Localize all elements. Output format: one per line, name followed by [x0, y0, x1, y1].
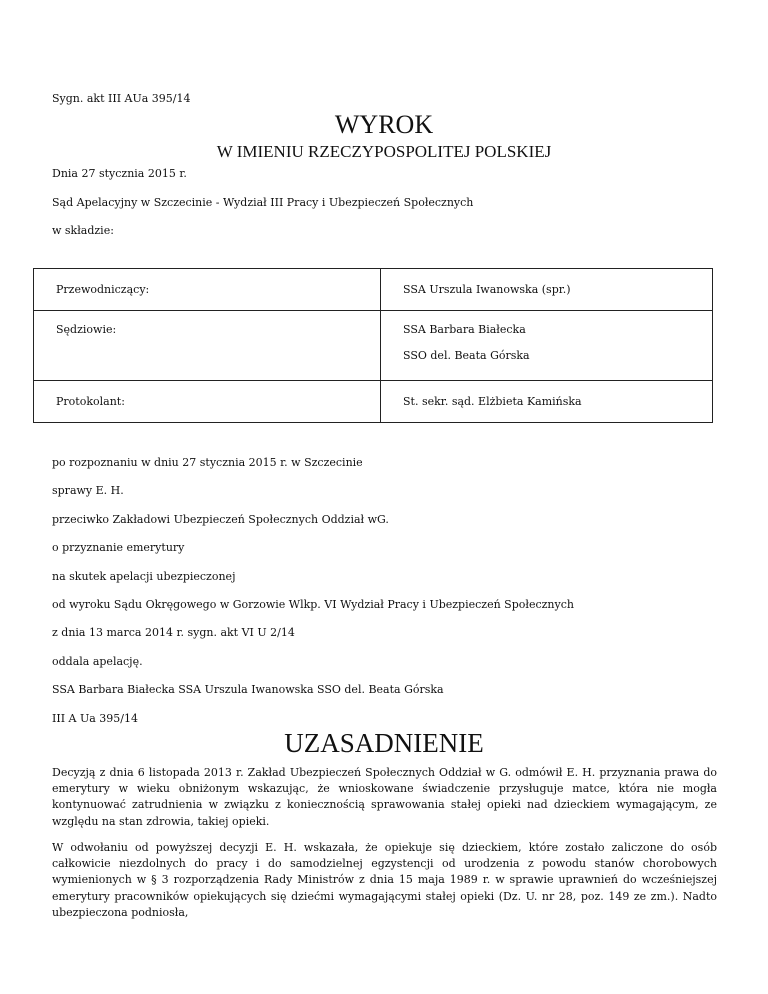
body-line: z dnia 13 marca 2014 r. sygn. akt VI U 2/14 [52, 626, 295, 639]
panel-role: Protokolant: [34, 381, 381, 423]
court-panel-table [33, 268, 713, 423]
judgment-date: Dnia 27 stycznia 2015 r. [52, 167, 187, 180]
case-reference-2: III A Ua 395/14 [52, 712, 138, 725]
composition-label: w składzie: [52, 224, 114, 237]
judgment-subtitle: W IMIENIU RZECZYPOSPOLITEJ POLSKIEJ [216, 142, 552, 161]
case-reference: Sygn. akt III AUa 395/14 [52, 92, 191, 105]
panel-row-clerk [34, 381, 713, 423]
panel-name: SSA Urszula Iwanowska (spr.) [381, 269, 713, 311]
panel-role: Sędziowie: [34, 311, 381, 381]
verdict-line: oddala apelację. [52, 655, 143, 668]
justification-paragraph: W odwołaniu od powyższej decyzji E. H. wskazała, że opiekuje się dzieckiem, które zostało zaliczone do osób całkowicie niezdolnych do pracy i do samodzielnej egzystencji od urodzenia z powodu stanów chorobowych wymienionych w § 3 rozporządzenia Rady Ministrów z dnia 15 maja 1989 r. w sprawie uprawnień do wcześniejszej emerytury pracowników opiekujących się dziećmi wymagającymi stałej opieki (Dz. U. nr 28, poz. 149 ze zm.). Nadto ubezpieczona podniosła, [52, 841, 717, 919]
panel-names-cell [381, 311, 713, 381]
body-line: przeciwko Zakładowi Ubezpieczeń Społecznych Oddział wG. [52, 513, 389, 526]
signatures-line: SSA Barbara Białecka SSA Urszula Iwanowska SSO del. Beata Górska [52, 683, 444, 696]
body-line: o przyznanie emerytury [52, 541, 185, 554]
body-line: po rozpoznaniu w dniu 27 stycznia 2015 r. w Szczecinie [52, 456, 363, 469]
body-line: od wyroku Sądu Okręgowego w Gorzowie Wlkp. VI Wydział Pracy i Ubezpieczeń Społecznych [52, 598, 574, 611]
panel-role: Przewodniczący: [34, 269, 381, 311]
court-name: Sąd Apelacyjny w Szczecinie - Wydział III Pracy i Ubezpieczeń Społecznych [52, 196, 474, 209]
panel-row-presiding [34, 269, 713, 311]
panel-name: SSA Barbara Białecka [403, 323, 526, 336]
panel-name: SSO del. Beata Górska [403, 349, 530, 362]
justification-title: UZASADNIENIE [284, 728, 484, 758]
panel-row-judges [34, 311, 713, 381]
body-line: na skutek apelacji ubezpieczonej [52, 570, 236, 583]
judgment-title: WYROK [334, 110, 434, 139]
body-line: sprawy E. H. [52, 484, 124, 497]
panel-name: St. sekr. sąd. Elżbieta Kamińska [381, 381, 713, 423]
justification-paragraph: Decyzją z dnia 6 listopada 2013 r. Zakład Ubezpieczeń Społecznych Oddział w G. odmówił E. H. przyznania prawa do emerytury w wieku obniżonym wskazując, że wnioskowane świadczenie przysługuje matce, która nie mogła kontynuować zatrudnienia w związku z koniecznością sprawowania stałej opieki nad dzieckiem wymagającym, ze względu na stan zdrowia, takiej opieki. [52, 766, 717, 828]
